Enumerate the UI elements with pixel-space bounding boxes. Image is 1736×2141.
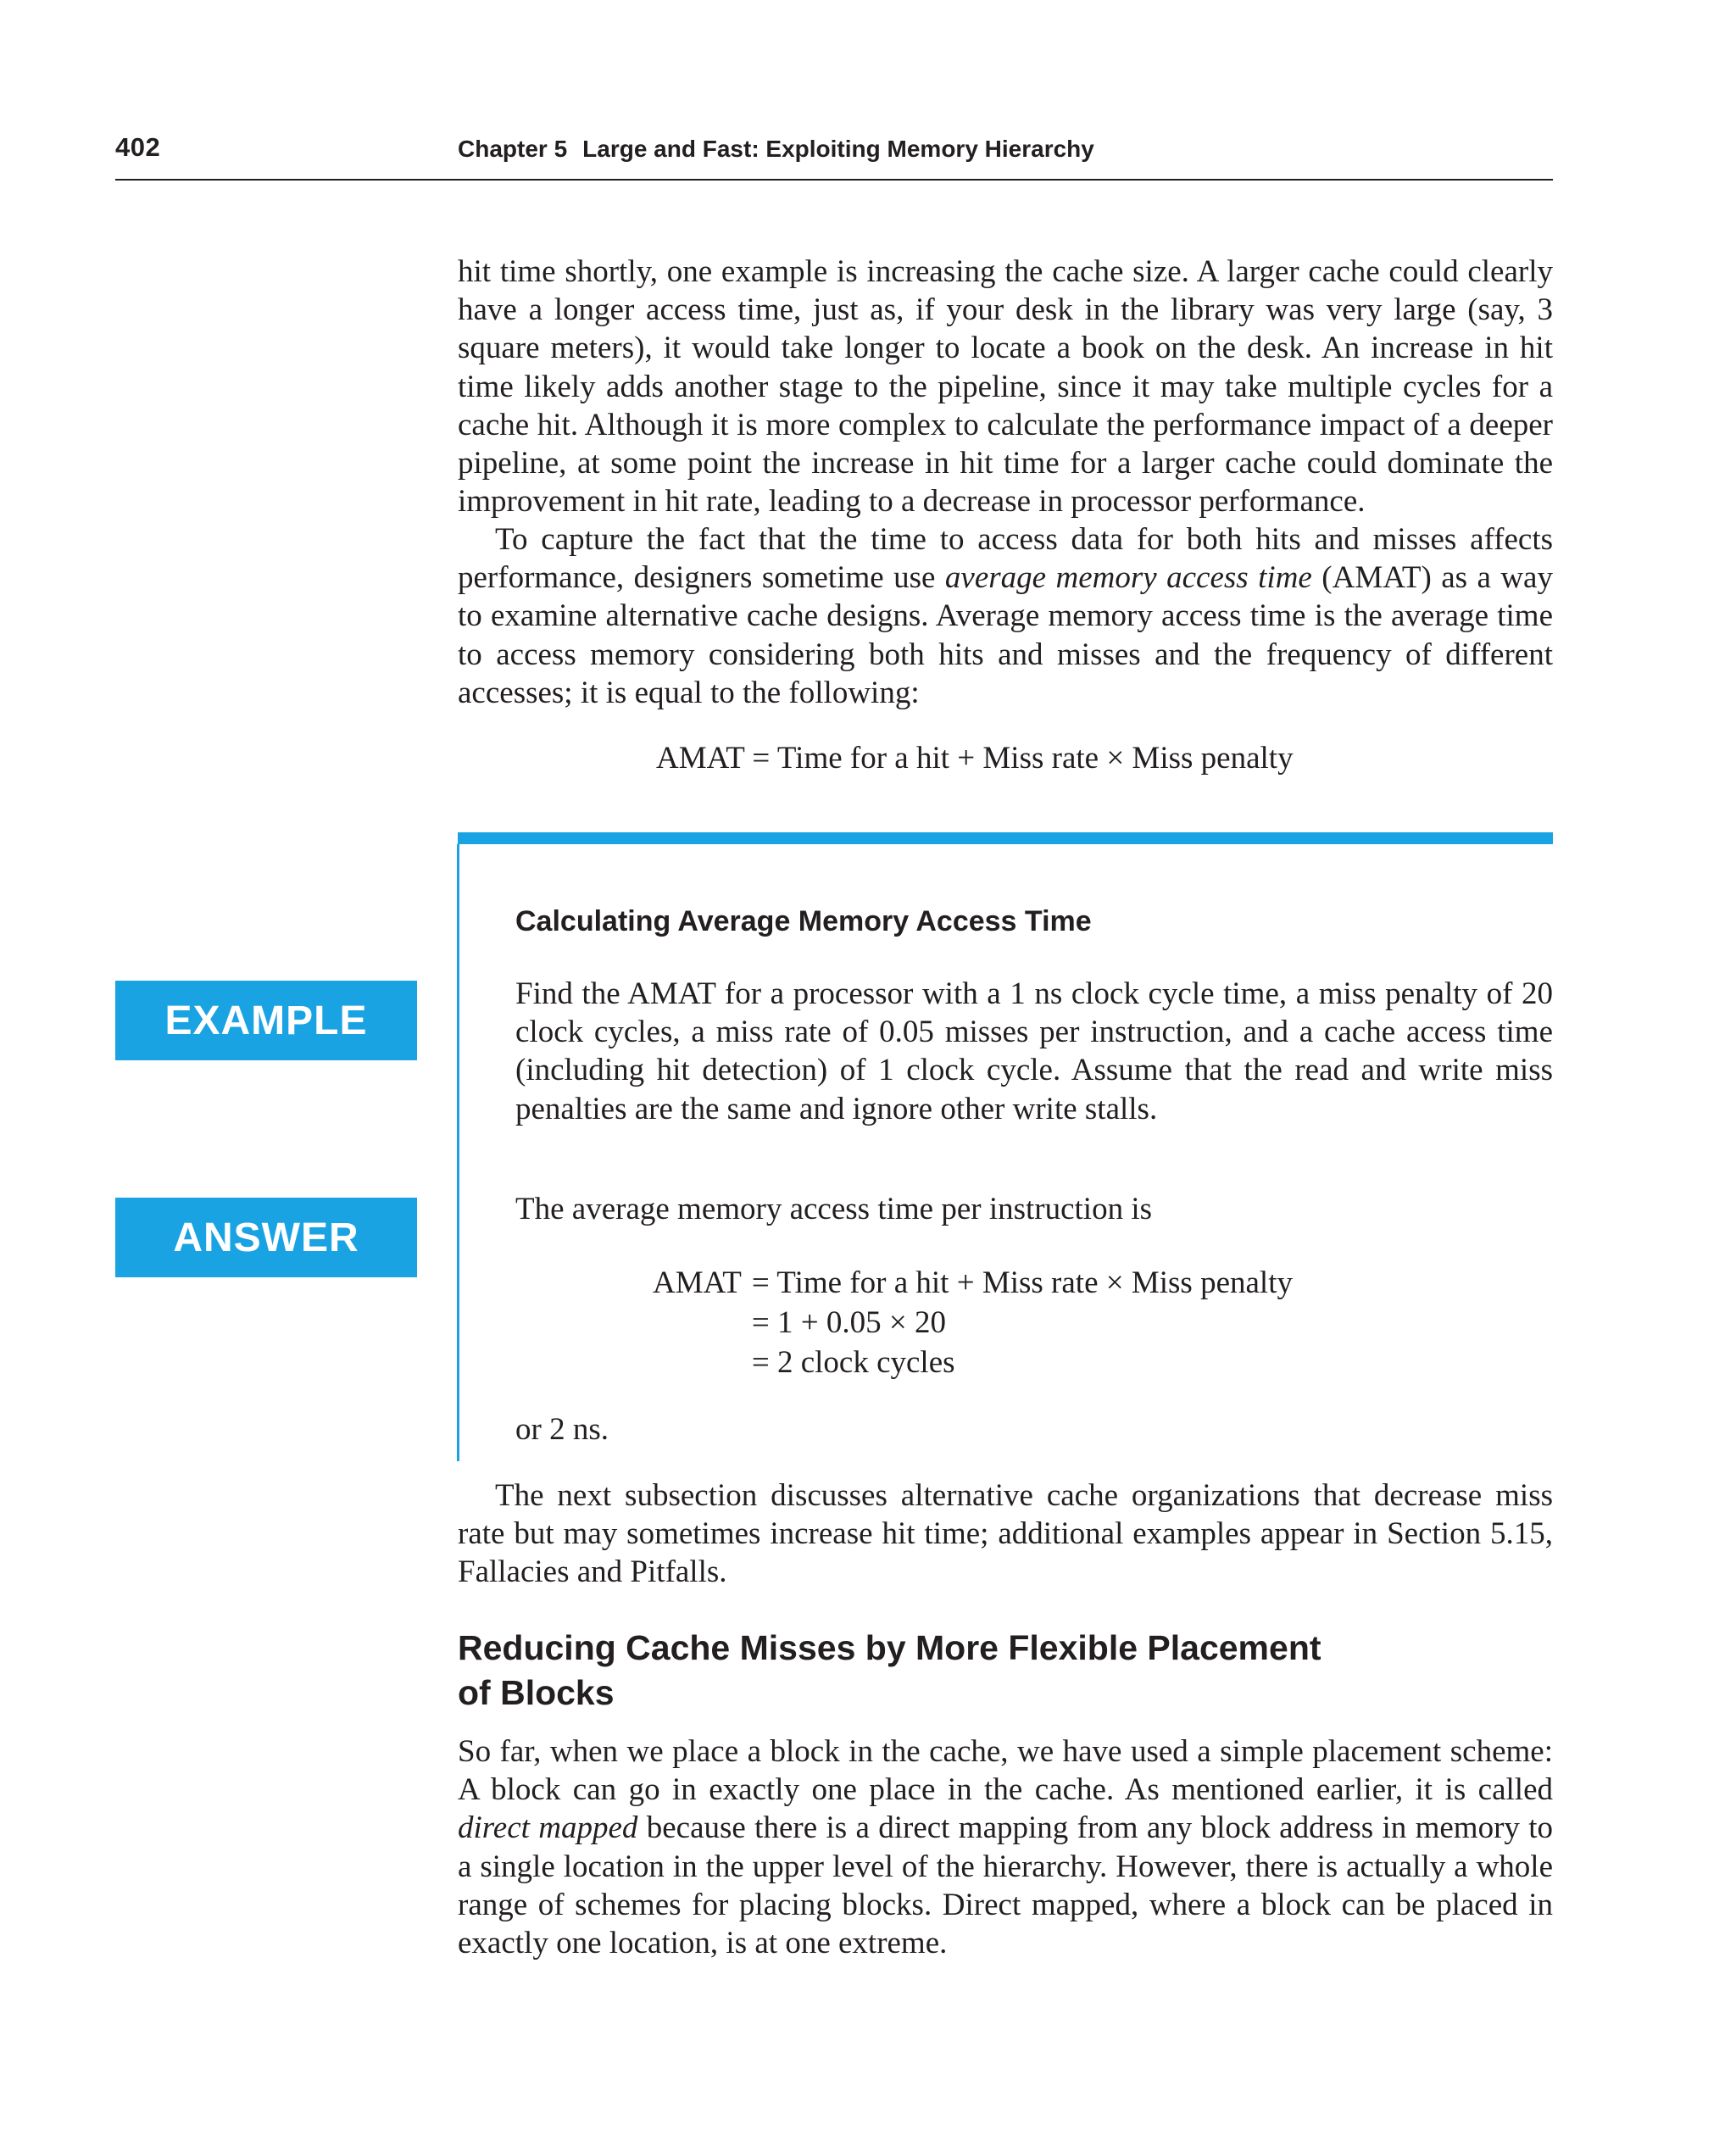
header-rule: [115, 179, 1553, 181]
equation-rhs: = 1 + 0.05 × 20: [751, 1305, 946, 1340]
paragraph-placement-start: So far, when we place a block in the cache, we have used a simple placement scheme: A block can go in exactly one place in the cache. As mentioned earlier, it is called: [458, 1734, 1553, 1808]
answer-label: ANSWER: [115, 1198, 417, 1277]
section-heading-line2: of Blocks: [458, 1673, 615, 1712]
example-title: Calculating Average Memory Access Time: [515, 905, 1092, 937]
running-header: [458, 136, 1094, 163]
answer-equation: [653, 1263, 1293, 1382]
paragraph-next-subsection: The next subsection discusses alternative cache organizations that decrease miss rate but may sometimes increase hit time; additional examples appear in Section 5.15, Fallacies and Pitfalls.: [458, 1478, 1553, 1590]
answer-intro: The average memory access time per instruction is: [515, 1192, 1153, 1226]
chapter-label: Chapter 5: [458, 136, 568, 162]
section-heading-line1: Reducing Cache Misses by More Flexible Placement: [458, 1628, 1321, 1667]
amat-equation: AMAT = Time for a hit + Miss rate × Miss penalty: [656, 741, 1294, 776]
example-text: Find the AMAT for a processor with a 1 ns clock cycle time, a miss penalty of 20 clock cycles, a miss rate of 0.05 misses per instruction, and a cache access time (including hit detection) of 1 clock cycle. Assume that the read and write miss penalties are the same and ignore other write stalls.: [515, 976, 1553, 1126]
equation-line: [653, 1263, 1293, 1303]
paragraph-placement: [458, 1732, 1553, 1962]
equation-line: [653, 1343, 1293, 1382]
section-heading: [458, 1626, 1553, 1716]
example-label: EXAMPLE: [115, 981, 417, 1060]
term-direct-mapped: direct mapped: [458, 1810, 638, 1846]
paragraph-placement-end: because there is a direct mapping from any block address in memory to a single location in the upper level of the hierarchy. However, there is actually a whole range of schemes for placing blocks. Direct mapped, where a block can be placed in exactly one location, is at one extreme.: [458, 1810, 1554, 1961]
paragraph-amat-intro: [458, 520, 1553, 712]
answer-conclusion: or 2 ns.: [515, 1412, 609, 1447]
equation-lhs: [653, 1303, 752, 1343]
equation-line: [653, 1303, 1293, 1343]
equation-lhs: [653, 1343, 752, 1382]
equation-rhs: = 2 clock cycles: [751, 1345, 955, 1380]
equation-rhs: = Time for a hit + Miss rate × Miss penalty: [751, 1265, 1293, 1300]
paragraph-amat-intro-start: To capture the fact that the time to access data for both hits and misses affects performance, designers sometime use: [458, 522, 1553, 596]
example-left-bar: [457, 844, 459, 1461]
page-number: 402: [115, 132, 161, 162]
example-top-bar: [458, 832, 1553, 844]
equation-lhs: AMAT: [653, 1265, 742, 1300]
paragraph-amat-intro-end: (AMAT) as a way to examine alternative cache designs. Average memory access time is the average time to access memory considering both hits and misses and the frequency of different accesses; it is equal to the following:: [458, 560, 1553, 710]
chapter-title: Large and Fast: Exploiting Memory Hierarchy: [582, 136, 1094, 162]
paragraph-hit-time: hit time shortly, one example is increasing the cache size. A larger cache could clearly have a longer access time, just as, if your desk in the library was very large (say, 3 square meters), it would take longer to locate a book on the desk. An increase in hit time likely adds another stage to the pipeline, since it may take multiple cycles for a cache hit. Although it is more complex to calculate the performance impact of a deeper pipeline, at some point the increase in hit time for a larger cache could dominate the improvement in hit rate, leading to a decrease in processor performance.: [458, 254, 1553, 520]
term-average-memory-access-time: average memory access time: [944, 560, 1312, 596]
